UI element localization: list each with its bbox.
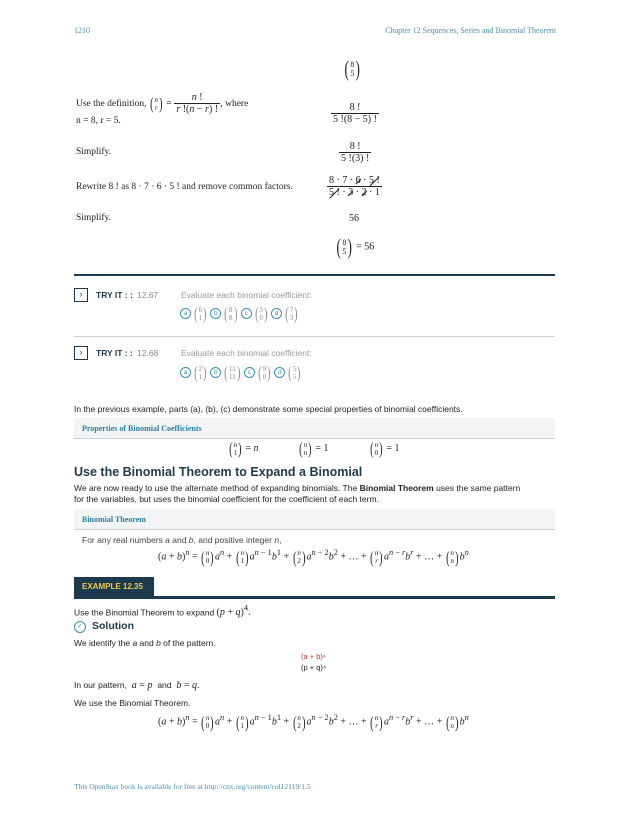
theorem-text-3: , — [279, 535, 282, 545]
section-para-bold: Binomial Theorem — [359, 483, 434, 493]
binomial-theorem-formula-2: $(a + b)^n = (n$ $0)a^n + (n$ $1)a^{n - 1}b^1 + (n$ $2)a^{n - 2}b^2$ + … + (n $r)a^{n - r}b^r$ + … + (n $n)b^n$ — [158, 712, 469, 732]
our-pattern-line: In our pattern, a = p and b = q. — [74, 680, 200, 691]
identify-a: a — [132, 638, 138, 648]
theorem-text-1: For any real numbers — [82, 535, 166, 545]
step3-text: Rewrite 8 ! as 8 · 7 · 6 · 5 ! and remove common factors. — [76, 182, 293, 192]
solution-check-icon: ✓ — [74, 621, 86, 633]
step1-where: where — [225, 98, 249, 109]
identify-and: and — [137, 638, 157, 648]
section-para-part2: uses the same pattern — [433, 483, 521, 493]
part-d-marker: d — [274, 367, 285, 378]
pattern-line-2: (p + q)⁴ — [301, 663, 327, 672]
step2-text: Simplify. — [76, 147, 112, 157]
theorem-var-n: n — [274, 535, 280, 545]
example-bar — [74, 596, 555, 599]
try-it-divider — [74, 336, 555, 337]
section-divider — [74, 274, 555, 276]
section-heading: Use the Binomial Theorem to Expand a Binomial — [74, 465, 363, 479]
example-problem: Use the Binomial Theorem to expand $(p + q)^4$. — [74, 604, 251, 619]
part-b-marker: b — [210, 308, 221, 319]
theorem-text-and: and — [169, 535, 189, 545]
step1-result: $\frac{8 !}{5 !(8 - 5) !}$ — [333, 102, 377, 125]
part-a-marker: a — [180, 367, 191, 378]
page-number: 1210 — [74, 26, 90, 35]
try-it-label: TRY IT : : — [96, 348, 133, 358]
final-result: (8 5) = 56 — [336, 234, 375, 259]
properties-box-line — [74, 438, 555, 439]
theorem-text-2: , and positive integer — [193, 535, 275, 545]
theorem-var-a: a — [165, 535, 170, 545]
step3-result: $\frac{8 \cdot 7 \cdot 6 \cdot 5 !}{5 ! \cdot 3 \cdot 2 \cdot 1}$ — [329, 175, 380, 198]
pattern-line-1: (a + b)ⁿ — [301, 652, 326, 661]
step4-result: 56 — [349, 213, 359, 224]
our-pattern-text: In our pattern, — [74, 680, 127, 690]
part-c-marker: c — [241, 308, 252, 319]
section-paragraph-line2: for the variables, but uses the binomial coefficient for the coefficient of each term. — [74, 494, 379, 504]
properties-box-title: Properties of Binomial Coefficients — [82, 424, 202, 433]
property-n-1: (n 1) = n — [229, 439, 259, 458]
step1-values: n = 8, r = 5. — [76, 116, 121, 126]
try-it-icon[interactable]: › — [74, 346, 88, 360]
try-it-number: 12.67 — [137, 290, 159, 300]
example-label: EXAMPLE 12.35 — [74, 577, 154, 597]
theorem-box-line — [74, 529, 555, 530]
part-d-marker: d — [271, 308, 282, 319]
part-c-marker: c — [244, 367, 255, 378]
theorem-var-b: b — [188, 535, 194, 545]
try-it-label: TRY IT : : — [96, 290, 133, 300]
example-problem-text: Use the Binomial Theorem to expand — [74, 607, 215, 618]
part-b-marker: b — [210, 367, 221, 378]
try-it-number: 12.68 — [137, 348, 159, 358]
section-para-part1: We are now ready to use the alternate method of expanding binomials. The — [74, 483, 360, 493]
step2-result: $\frac{8 !}{5 !(3) !}$ — [341, 141, 370, 164]
our-pattern-and: and — [157, 680, 172, 690]
try-it-parts: a (6 1) b (8 8) c (3 0) d (7 3) — [180, 305, 299, 322]
part-a-marker: a — [180, 308, 191, 319]
property-n-0: (n 0) = 1 — [370, 439, 400, 458]
section-paragraph — [74, 483, 520, 493]
step4-text: Simplify. — [76, 213, 112, 223]
property-n-n: (n n) = 1 — [299, 439, 329, 458]
solution-heading: Solution — [92, 620, 134, 632]
binomial-theorem-formula: $(a + b)^n = (n$ $0)a^n + (n$ $1)a^{n - 1}b^1 + (n$ $2)a^{n - 2}b^2$ + … + (n $r)a^{n - r}b^r$ + … + (n $n)b^n$ — [158, 547, 469, 567]
final-result-text: = 56 — [356, 241, 375, 253]
theorem-statement — [82, 535, 281, 545]
step1-text: Use the definition, — [76, 98, 147, 109]
footer-text: This OpenStax book is available for free at http://cnx.org/content/col12119/1.5 — [74, 782, 311, 791]
identify-b: b — [156, 638, 161, 648]
intro-paragraph: In the previous example, parts (a), (b), (c) demonstrate some special properties of binomial coefficients. — [74, 404, 463, 414]
try-it-question: Evaluate each binomial coefficient: — [181, 348, 312, 358]
identify-text-1: We identify the — [74, 638, 133, 648]
identify-text-2: of the pattern. — [160, 638, 216, 648]
try-it-parts: a (2 1) b (11 11) c (9 0) d (5 5) — [180, 364, 302, 381]
step1-line — [76, 92, 248, 115]
binom-8-5-top: (8 5) — [344, 56, 361, 81]
identify-text — [74, 638, 216, 648]
theorem-box-title: Binomial Theorem — [82, 515, 146, 524]
theorem-box-header — [74, 509, 555, 529]
binom-definition: (n r) = $\frac{n !}{r !(n - r) !}$ , — [149, 92, 226, 115]
try-it-icon[interactable]: › — [74, 288, 88, 302]
chapter-title: Chapter 12 Sequences, Series and Binomial Theorem — [385, 26, 556, 35]
try-it-question: Evaluate each binomial coefficient: — [181, 290, 312, 300]
use-theorem-text: We use the Binomial Theorem. — [74, 698, 191, 708]
